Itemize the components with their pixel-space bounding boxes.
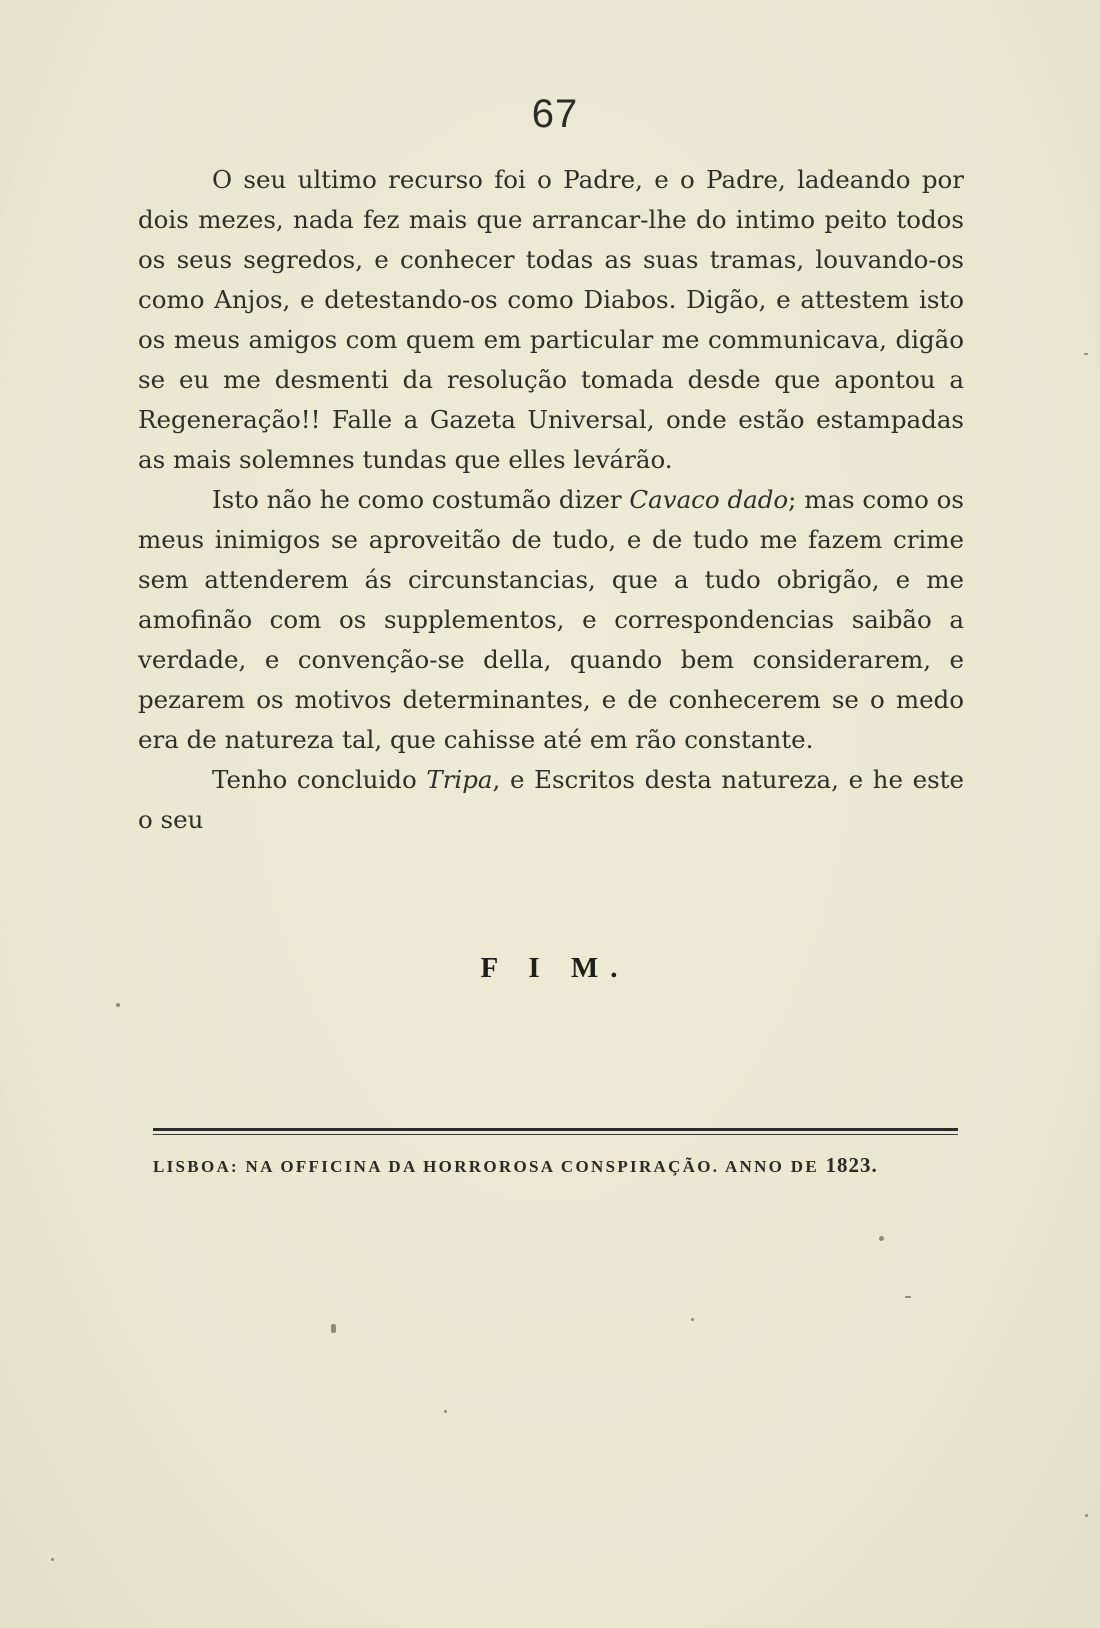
end-mark: F I M. [480,952,630,984]
paper-speck [1084,353,1088,355]
body-text [138,160,964,840]
imprint-line [153,1153,963,1178]
paper-speck [691,1318,694,1321]
paper-speck [879,1236,884,1241]
paragraph-2-rest: ; mas como os meus inimigos se aproveitão de tudo, e de tudo me fazem crime sem attenderem ás circunstancias, que a tudo obrigão, e me amofinão com os supplementos, e correspondencias saibão a verdade, e convenção-se della, quando bem considerarem, e pezarem os motivos determinantes, e de conhecerem se o medo era de natureza tal, que cahisse até em rão constante. [138,485,964,754]
paper-speck [116,1003,120,1007]
italic-word-tripa: Tripa [426,765,493,794]
paragraph-3 [138,760,964,840]
paragraph-2-start: Isto não he como costumão dizer [212,485,630,514]
page-number: 67 [531,92,579,136]
paragraph-3-rest: , e Escritos desta natureza, e he este o seu [138,765,965,834]
imprint-rule-thick [153,1128,958,1131]
paper-speck [444,1410,447,1413]
paper-speck [331,1324,336,1333]
paper-speck [1085,1514,1088,1517]
paper-speck [51,1558,54,1561]
paragraph-3-start: Tenho concluido [212,765,427,794]
paper-speck [905,1296,911,1298]
paragraph-2 [138,480,964,760]
paragraph-1: O seu ultimo recurso foi o Padre, e o Padre, ladeando por dois mezes, nada fez mais que arrancar-lhe do intimo peito todos os seus segredos, e conhecer todas as suas tramas, louvando-os como Anjos, e detestando-os como Diabos. Digão, e attestem isto os meus amigos com quem em particular me communicava, digão se eu me desmenti da resolução tomada desde que apontou a Regeneração!! Falle a Gazeta Universal, onde estão estampadas as mais solemnes tundas que elles levárão. [138,165,964,474]
imprint-year: 1823. [825,1153,878,1177]
imprint-rule-thin [153,1134,958,1135]
italic-phrase-cavaco-dado: Cavaco dado [629,485,789,514]
imprint-text: LISBOA: NA OFFICINA DA HORROROSA CONSPIRAÇÃO. ANNO DE [153,1157,826,1176]
